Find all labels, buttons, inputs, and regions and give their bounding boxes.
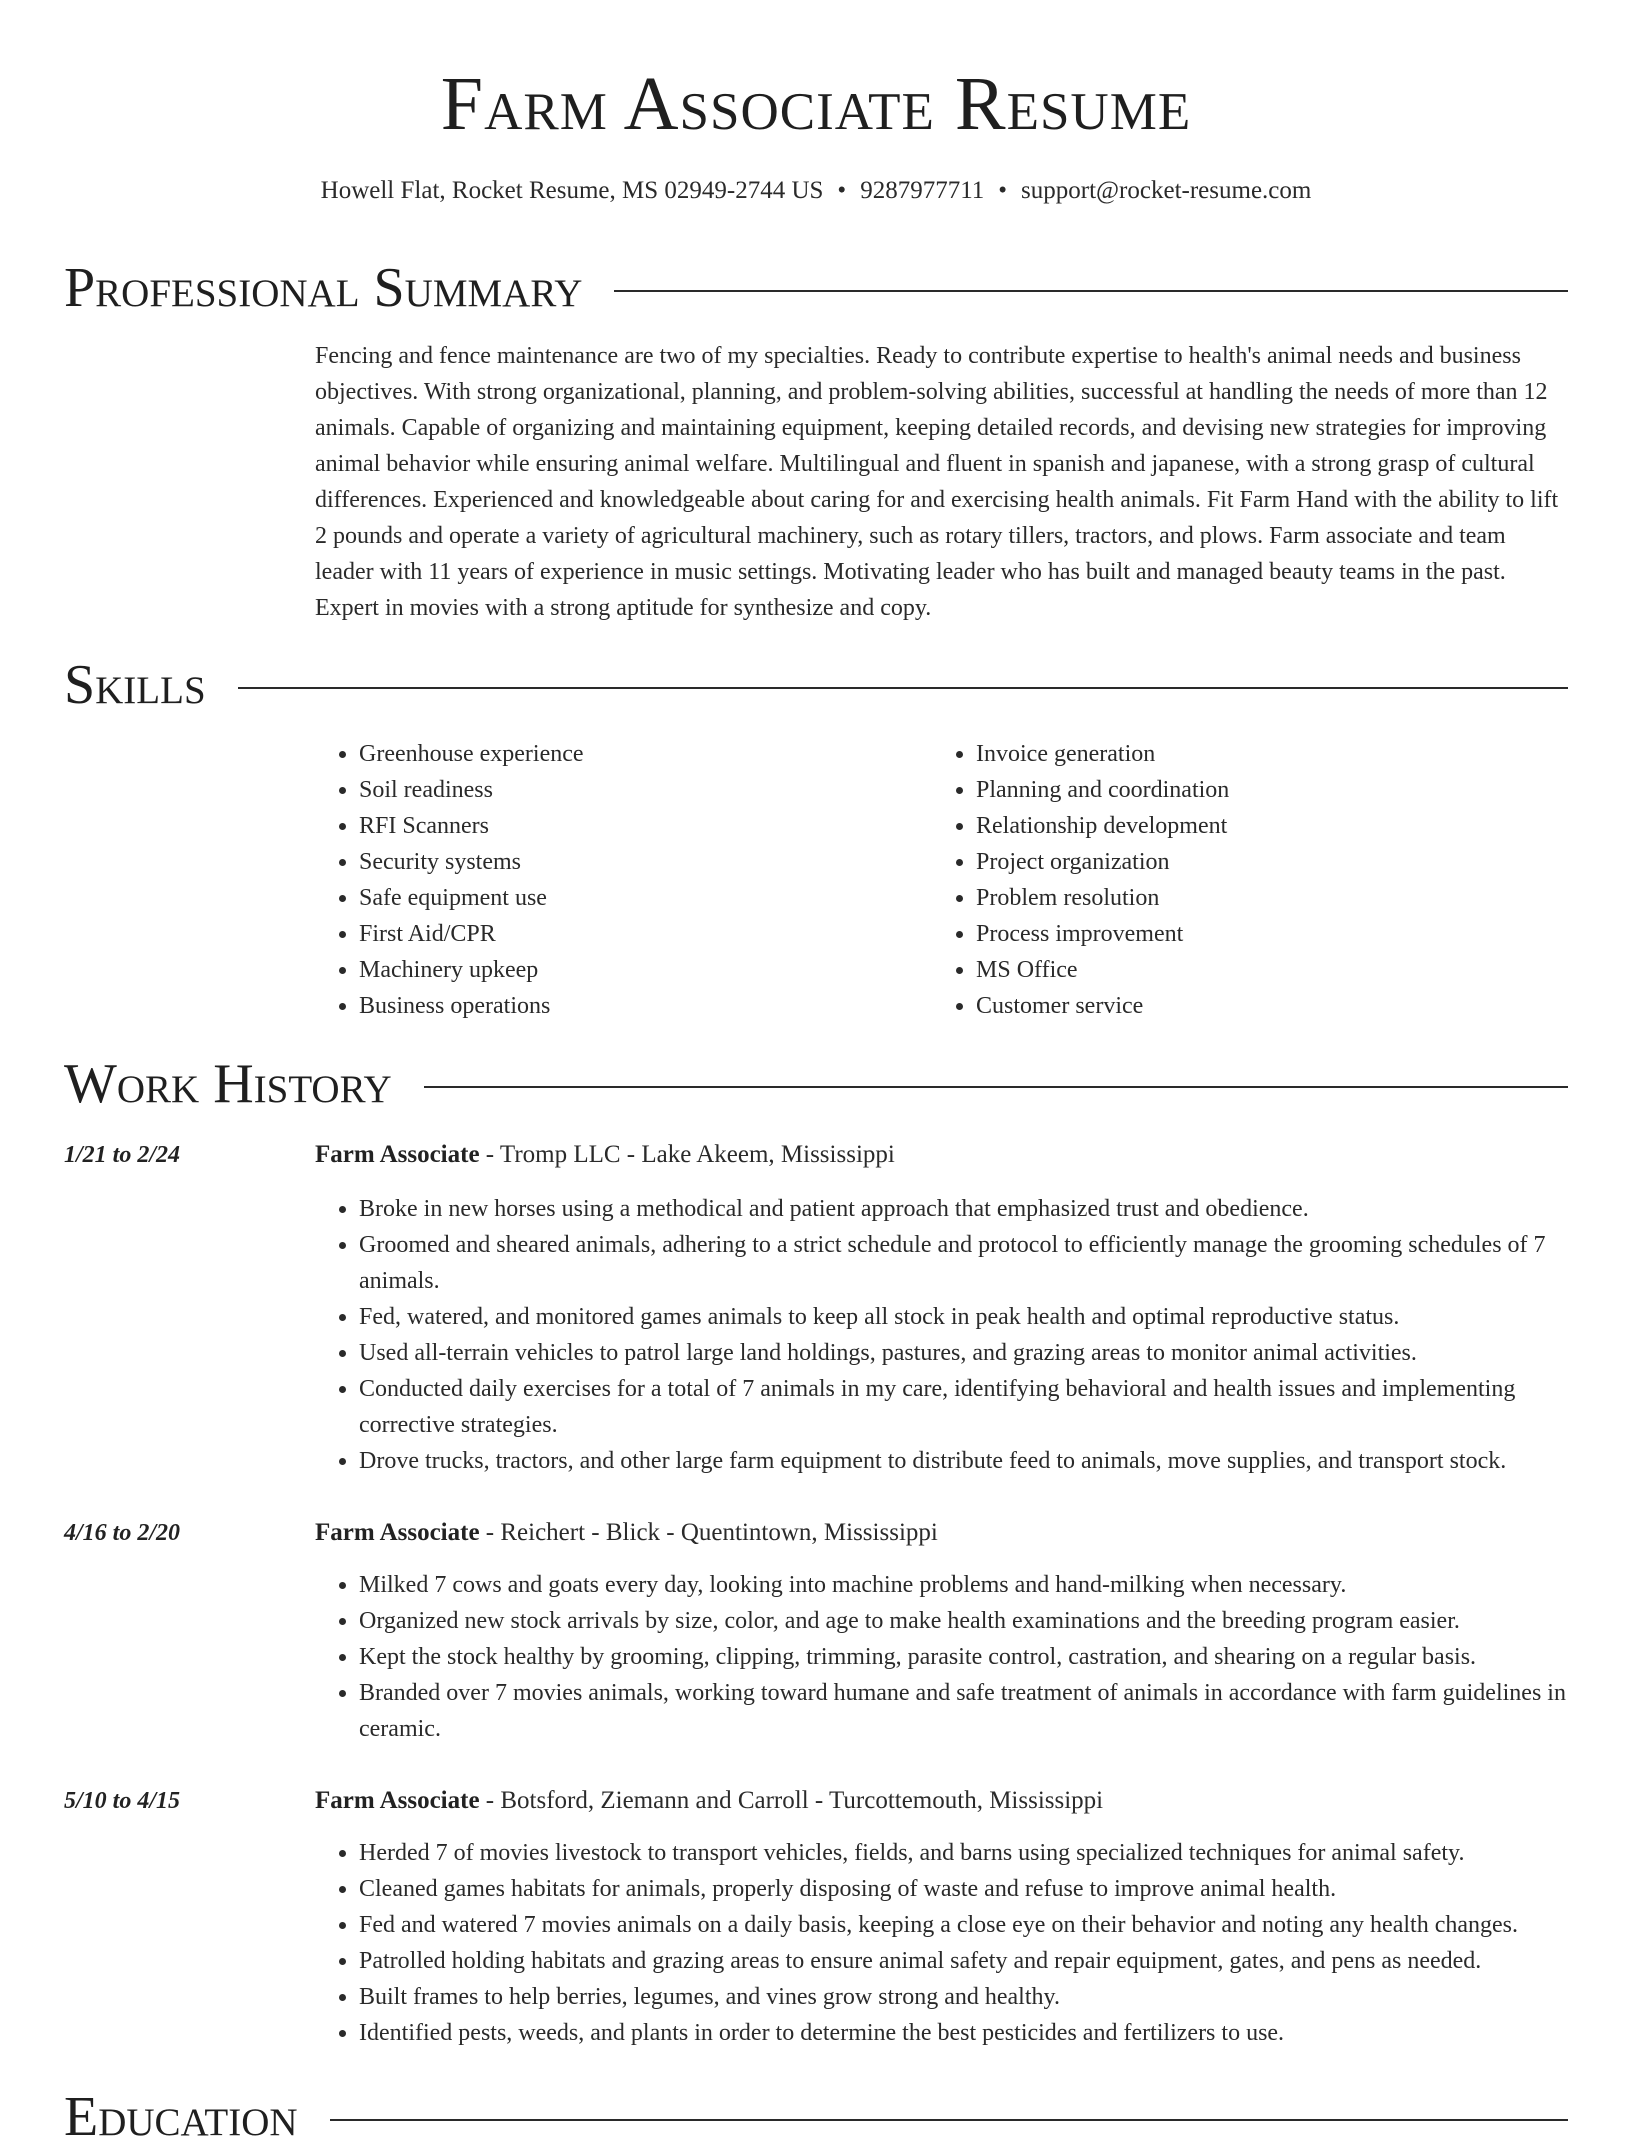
section-divider [330, 2119, 1568, 2121]
skills-column-left [315, 736, 932, 1024]
job-duty: • Groomed and sheared animals, adhering to a strict schedule and protocol to efficiently manage the grooming schedules of 7 animals. [359, 1227, 1570, 1299]
contact-phone: 9287977711 [860, 177, 985, 204]
job-employer: - Reichert - Blick - Quentintown, Mississippi [479, 1519, 938, 1546]
job-duty: • Organized new stock arrivals by size, color, and age to make health examinations and the breeding program easier. [359, 1603, 1570, 1639]
summary-text: Fencing and fence maintenance are two of my specialties. Ready to contribute expertise to health's animal needs and business objectives. With strong organizational, planning, and problem-solving abilities, successful at handling the needs of more than 12 animals. Capable of organizing and maintaining equipment, keeping detailed records, and devising new strategies for improving animal behavior while ensuring animal welfare. Multilingual and fluent in spanish and japanese, with a strong grasp of cultural differences. Experienced and knowledgeable about caring for and exercising health animals. Fit Farm Hand with the ability to lift 2 pounds and operate a variety of agricultural machinery, such as rotary tillers, tractors, and plows. Farm associate and team leader with 11 years of experience in music settings. Motivating leader who has built and managed beauty teams in the past. Expert in movies with a strong aptitude for synthesize and copy. [315, 343, 1559, 621]
contact-line [0, 175, 1632, 207]
skill-item: • Invoice generation [976, 736, 1549, 772]
job-duty: • Cleaned games habitats for animals, properly disposing of waste and refuse to improve animal health. [359, 1871, 1570, 1907]
skill-item: • Greenhouse experience [359, 736, 932, 772]
job-duty: • Used all-terrain vehicles to patrol large land holdings, pastures, and grazing areas to monitor animal activities. [359, 1335, 1570, 1371]
skill-item: • Process improvement [976, 916, 1549, 952]
job-duty: • Fed, watered, and monitored games animals to keep all stock in peak health and optimal reproductive status. [359, 1299, 1570, 1335]
page-title: Farm Associate Resume [440, 62, 1192, 146]
section-divider [238, 687, 1568, 689]
job-duty: • Patrolled holding habitats and grazing areas to ensure animal safety and repair equipment, gates, and pens as needed. [359, 1943, 1570, 1979]
job-duties [315, 1567, 1570, 1747]
section-title-work-history: Work History [64, 1053, 392, 1115]
job-role: Farm Associate [315, 1141, 480, 1168]
skill-item: • Security systems [359, 844, 932, 880]
skill-item: • Safe equipment use [359, 880, 932, 916]
skill-item: • Business operations [359, 988, 932, 1024]
section-title-summary: Professional Summary [64, 257, 583, 319]
job-heading [315, 1515, 1570, 1551]
skill-item: • MS Office [976, 952, 1549, 988]
contact-separator: • [998, 177, 1008, 204]
skill-item: • Soil readiness [359, 772, 932, 808]
section-header-skills [64, 650, 1568, 720]
skill-item: • Project organization [976, 844, 1549, 880]
job-duty: • Milked 7 cows and goats every day, looking into machine problems and hand-milking when necessary. [359, 1567, 1570, 1603]
skills-column-right [932, 736, 1549, 1024]
job-heading [315, 1783, 1570, 1819]
job-dates: 5/10 to 4/15 [64, 1788, 181, 1814]
job-dates: 1/21 to 2/24 [64, 1142, 181, 1168]
skill-item: • Problem resolution [976, 880, 1549, 916]
skill-item: • Planning and coordination [976, 772, 1549, 808]
job-duties [315, 1835, 1570, 2051]
contact-separator: • [837, 177, 847, 204]
skill-item: • First Aid/CPR [359, 916, 932, 952]
section-title-skills: Skills [64, 654, 206, 716]
job-duty: • Branded over 7 movies animals, working toward humane and safe treatment of animals in accordance with farm guidelines in ceramic. [359, 1675, 1570, 1747]
section-header-work-history [64, 1049, 1568, 1119]
job-duty: • Broke in new horses using a methodical and patient approach that emphasized trust and obedience. [359, 1191, 1570, 1227]
contact-email: support@rocket-resume.com [1021, 177, 1312, 204]
skill-item: • Customer service [976, 988, 1549, 1024]
skill-item: • Machinery upkeep [359, 952, 932, 988]
section-title-education: Education [64, 2086, 298, 2148]
section-header-summary [64, 253, 1568, 323]
job-employer: - Botsford, Ziemann and Carroll - Turcottemouth, Mississippi [479, 1787, 1104, 1814]
section-header-education [64, 2082, 1568, 2152]
section-divider [424, 1086, 1568, 1088]
job-heading [315, 1137, 1570, 1173]
skills-list [315, 736, 1570, 1024]
section-divider [614, 290, 1568, 292]
job-duty: • Herded 7 of movies livestock to transport vehicles, fields, and barns using specialized techniques for animal safety. [359, 1835, 1570, 1871]
job-role: Farm Associate [315, 1519, 480, 1546]
job-duties [315, 1191, 1570, 1479]
job-duty: • Drove trucks, tractors, and other large farm equipment to distribute feed to animals, move supplies, and transport stock. [359, 1443, 1570, 1479]
job-dates: 4/16 to 2/20 [64, 1520, 181, 1546]
job-duty: • Kept the stock healthy by grooming, clipping, trimming, parasite control, castration, and shearing on a regular basis. [359, 1639, 1570, 1675]
skill-item: • Relationship development [976, 808, 1549, 844]
job-duty: • Conducted daily exercises for a total of 7 animals in my care, identifying behavioral and health issues and implementing corrective strategies. [359, 1371, 1570, 1443]
job-duty: • Identified pests, weeds, and plants in order to determine the best pesticides and fertilizers to use. [359, 2015, 1570, 2051]
skill-item: • RFI Scanners [359, 808, 932, 844]
job-duty: • Built frames to help berries, legumes, and vines grow strong and healthy. [359, 1979, 1570, 2015]
job-role: Farm Associate [315, 1787, 480, 1814]
job-employer: - Tromp LLC - Lake Akeem, Mississippi [479, 1141, 895, 1168]
contact-address: Howell Flat, Rocket Resume, MS 02949-2744 US [320, 177, 824, 204]
job-duty: • Fed and watered 7 movies animals on a daily basis, keeping a close eye on their behavior and noting any health changes. [359, 1907, 1570, 1943]
